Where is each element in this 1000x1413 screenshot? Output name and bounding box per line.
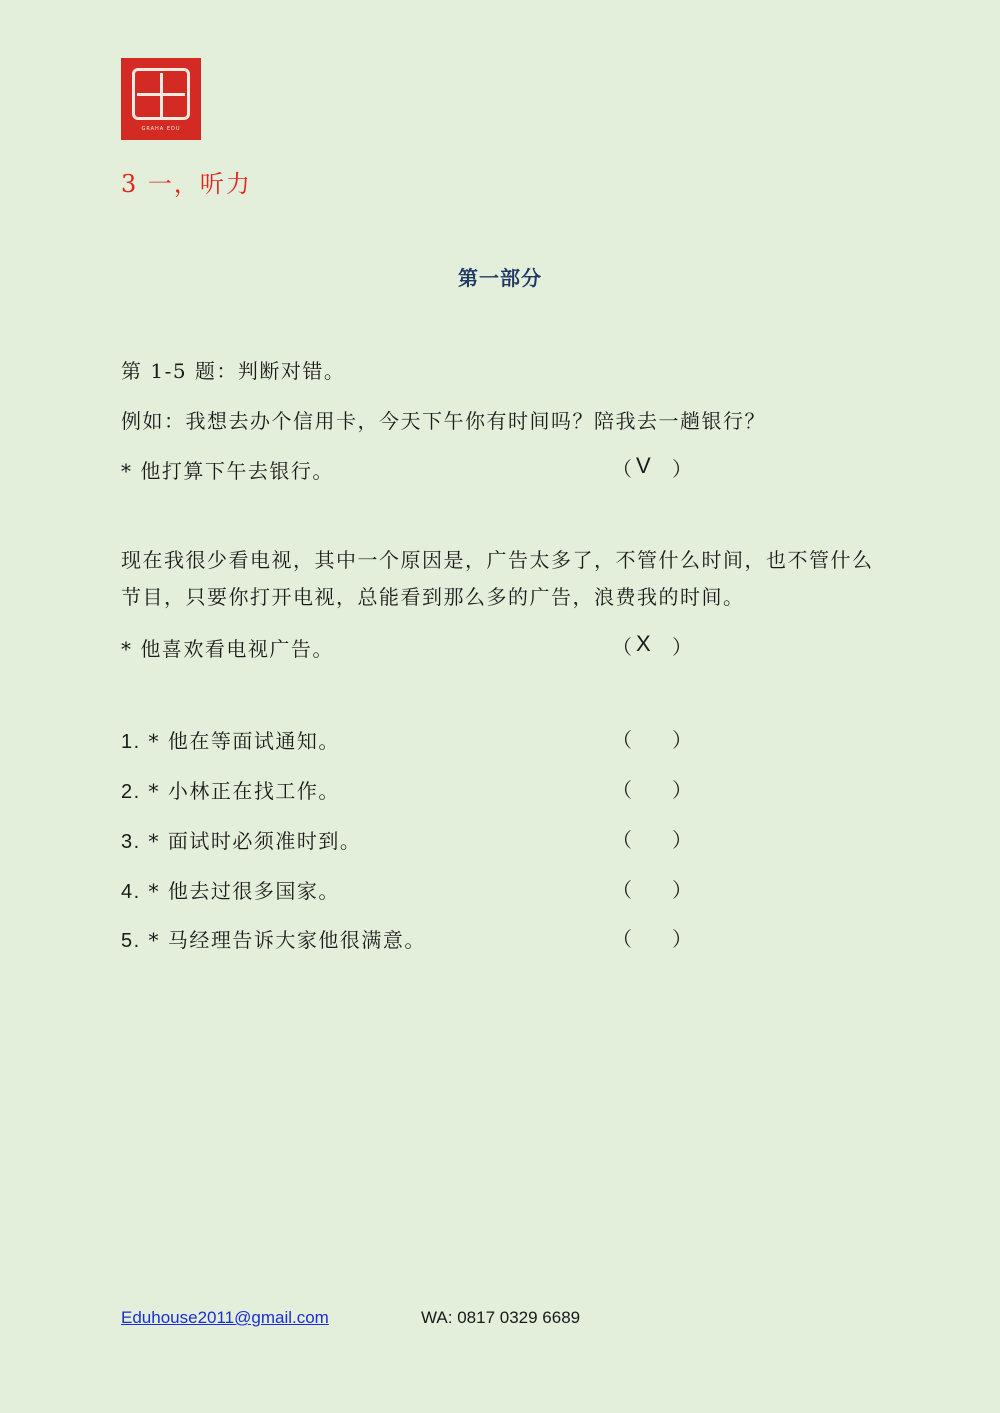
- question-4: [121, 875, 340, 904]
- close-paren: ）: [672, 880, 692, 902]
- logo: [121, 58, 201, 140]
- logo-seal-icon: [132, 68, 190, 120]
- logo-caption: GRAHA EDU: [141, 126, 181, 132]
- part-title: 第一部分: [458, 266, 542, 290]
- open-paren: （: [612, 830, 632, 852]
- close-paren: ）: [672, 637, 692, 659]
- open-paren: （: [612, 880, 632, 902]
- question-statement: * 他在等面试通知。: [148, 729, 340, 753]
- footer-whatsapp: WA: 0817 0329 6689: [421, 1308, 581, 1327]
- close-paren: ）: [672, 830, 692, 852]
- question-5: [121, 924, 426, 953]
- question-number: 1.: [121, 731, 141, 753]
- question-number: 3.: [121, 831, 141, 853]
- question-statement: * 面试时必须准时到。: [148, 829, 362, 853]
- open-paren: （: [612, 929, 632, 951]
- footer-email-link[interactable]: Eduhouse2011@gmail.com: [121, 1308, 329, 1327]
- question-number: 4.: [121, 881, 141, 903]
- question-statement: * 马经理告诉大家他很满意。: [148, 928, 426, 952]
- question-3: [121, 825, 361, 854]
- example-answer: V: [636, 453, 651, 478]
- question-number: 2.: [121, 781, 141, 803]
- open-paren: （: [612, 637, 632, 659]
- instructions: 第 1-5 题：判断对错。: [121, 359, 346, 383]
- example2-statement: * 他喜欢看电视广告。: [121, 637, 334, 661]
- question-statement: * 小林正在找工作。: [148, 779, 340, 803]
- question-2: [121, 775, 340, 804]
- example-text: 例如：我想去办个信用卡，今天下午你有时间吗？陪我去一趟银行？: [121, 409, 766, 433]
- close-paren: ）: [672, 780, 692, 802]
- question-1: [121, 725, 340, 754]
- close-paren: ）: [672, 929, 692, 951]
- section-title: 3 一，听力: [121, 170, 252, 198]
- example2-paragraph: 现在我很少看电视，其中一个原因是，广告太多了，不管什么时间，也不管什么节目，只要你打开电视，总能看到那么多的广告，浪费我的时间。: [121, 548, 874, 609]
- example-statement: * 他打算下午去银行。: [121, 459, 334, 483]
- question-statement: * 他去过很多国家。: [148, 879, 340, 903]
- close-paren: ）: [672, 730, 692, 752]
- open-paren: （: [612, 780, 632, 802]
- open-paren: （: [612, 459, 632, 481]
- open-paren: （: [612, 730, 632, 752]
- example2-answer: X: [636, 631, 651, 656]
- question-number: 5.: [121, 930, 141, 952]
- close-paren: ）: [672, 459, 692, 481]
